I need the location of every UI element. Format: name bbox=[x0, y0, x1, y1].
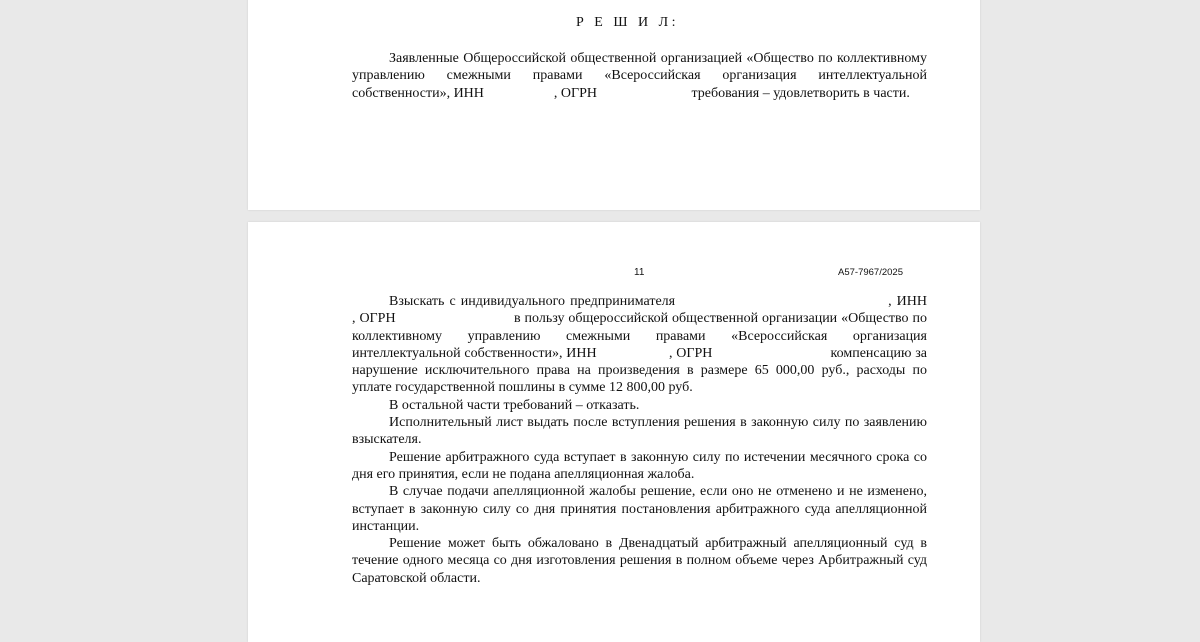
page-number: 11 bbox=[634, 267, 645, 278]
document-page-2 bbox=[248, 222, 1011, 642]
case-number: А57-7967/2025 bbox=[838, 267, 903, 278]
decision-paragraph: Заявленные Общероссийской общественной организацией «Общество по коллективному управлению смежными правами «Всероссийская организация интеллектуальной собственности», ИНН , ОГРН требования – удовлетворить в части. bbox=[352, 51, 931, 101]
paragraph-refusal: В остальной части требований – отказать. bbox=[389, 397, 640, 413]
paragraph-recovery: Взыскать с индивидуального предпринимателя , ИНН , ОГРН в пользу общероссийской общественной организации «Общество по коллективному управлению смежными правами «Всероссийская организация интеллектуальной собственности», ИНН , ОГРН компенсацию за нарушение исключительного права на произведения в размере 65 000,00 руб., расходы по уплате государственной пошлины в сумме 12 800,00 руб. bbox=[352, 294, 1011, 396]
paragraph-effective: Решение арбитражного суда вступает в законную силу по истечении месячного срока со дня его принятия, если не подана апелляционная жалоба. bbox=[352, 449, 927, 482]
document-page-1 bbox=[248, 0, 980, 210]
decision-paragraph-block bbox=[352, 50, 931, 102]
order-text-block bbox=[352, 293, 1011, 587]
paragraph-appeal-effect: В случае подачи апелляционной жалобы решение, если оно не отменено и не изменено, вступает в законную силу со дня принятия постановления арбитражного суда апелляционной инстанции. bbox=[352, 484, 927, 534]
paragraph-writ: Исполнительный лист выдать после вступления решения в законную силу по заявлению взыскателя. bbox=[352, 415, 927, 448]
decision-heading: Р Е Ш И Л: bbox=[576, 15, 679, 30]
paragraph-appeal-route: Решение может быть обжаловано в Двенадцатый арбитражный апелляционный суд в течение одного месяца со дня изготовления решения в полном объеме через Арбитражный суд Саратовской области. bbox=[352, 536, 927, 586]
